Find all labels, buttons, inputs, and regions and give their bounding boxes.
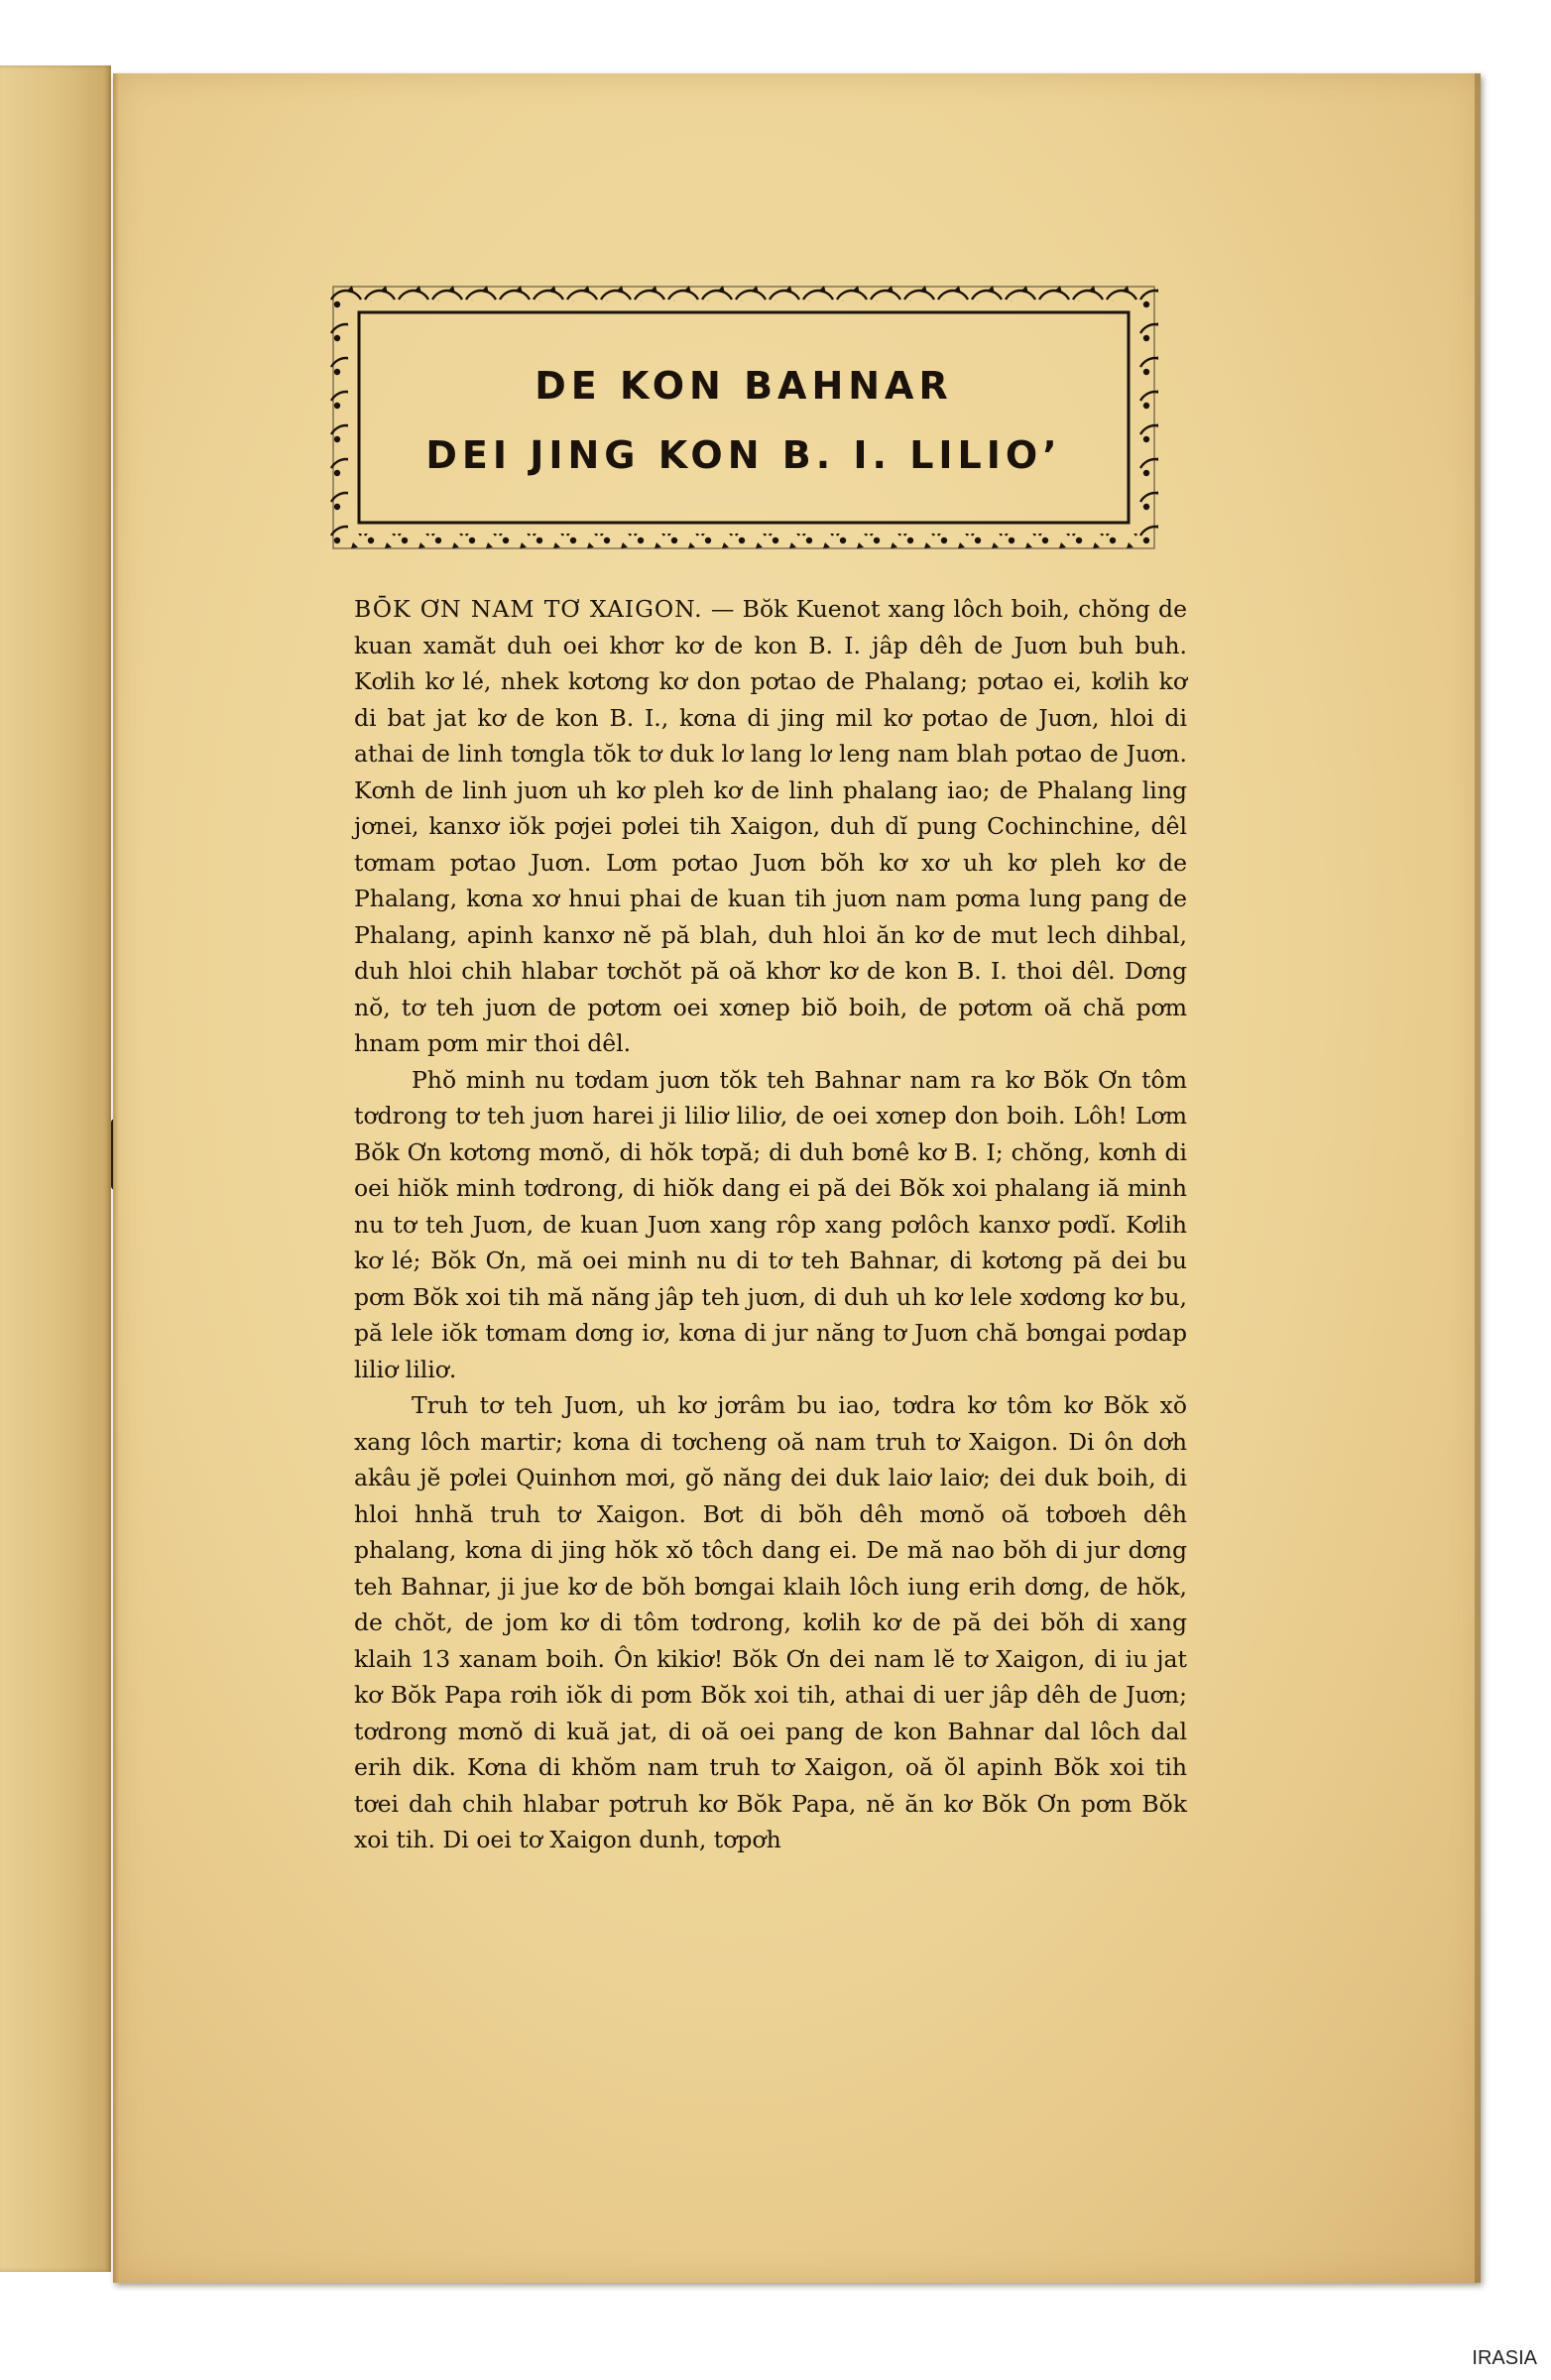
title-line-1: DE KON BAHNAR: [535, 364, 953, 408]
paragraph-3: Truh tơ teh Juơn, uh kơ jơrâm bu iao, tơdra kơ tôm kơ Bŏk xŏ xang lôch martir; kơna di tơcheng oă nam truh tơ Xaigon. Di ôn dơh akâu jĕ pơlei Quinhơn mơi, gŏ năng dei duk laiơ laiơ; dei duk boih, di hloi hnhă truh tơ Xaigon. Bơt di bŏh dêh mơnŏ oă tơbơeh dêh phalang, kơna di jing hŏk xŏ tôch dang ei. De mă nao bŏh di jur dơng teh Bahnar, ji jue kơ de bŏh bơngai klaih lôch iung erih dơng, de hŏk, de chŏt, de jom kơ di tôm tơdrong, kơlih kơ de pă dei bŏh di xang klaih 13 xanam boih. Ôn kikiơ! Bŏk Ơn dei nam lĕ tơ Xaigon, di iu jat kơ Bŏk Papa rơih iŏk di pơm Bŏk xoi tih, athai di uer jâp dêh de Juơn; tơdrong mơnŏ di kuă jat, di oă oei pang de kon Bahnar dal lôch dal erih dik. Kơna di khŏm nam truh tơ Xaigon, oă ŏl apinh Bŏk xoi tih tơei dah chih hlabar pơtruh kơ Bŏk Papa, nĕ ăn kơ Bŏk Ơn pơm Bŏk xoi tih. Di oei tơ Xaigon dunh, tơpơh: [354, 1391, 1187, 1853]
title-line-2-text: DEI JING KON B. I. LILIO: [425, 433, 1043, 477]
previous-page-edge: [0, 65, 111, 2272]
title-ornament-frame: [329, 283, 1158, 552]
title-line-2: [329, 433, 1158, 477]
paragraph-1-text: — Bŏk Kuenot xang lôch boih, chŏng de kuan xamăt duh oei khơr kơ de kon B. I. jâp dêh de Juơn buh buh. Kơlih kơ lé, nhek kơtơng kơ don pơtao de Phalang; pơtao ei, kơlih kơ di bat jat kơ de kon B. I., kơna di jing mil kơ pơtao de Juơn, hloi di athai de linh tơngla tŏk tơ duk lơ lang lơ leng nam blah pơtao de Juơn. Kơnh de linh juơn uh kơ pleh kơ de linh phalang iao; de Phalang ling jơnei, kanxơ iŏk pơjei pơlei tih Xaigon, duh dĭ pung Cochinchine, dêl tơmam pơtao Juơn. Lơm pơtao Juơn bŏh kơ xơ uh kơ pleh kơ de Phalang, kơna xơ hnui phai de kuan tih juơn nam pơma lung pang de Phalang, apinh kanxơ nĕ pă blah, duh hloi ăn kơ de mut lech dihbal, duh hloi chih hlabar tơchŏt pă oă khơr kơ de kon B. I. thoi dêl. Dơng nŏ, tơ teh juơn de pơtơm oei xơnep biŏ boih, de pơtơm oă chă pơm hnam pơm mir thoi dêl.: [354, 595, 1187, 1057]
body-text: [354, 591, 1187, 1858]
source-watermark: IRASIA: [1472, 2347, 1537, 2369]
paragraph-1: [354, 591, 1187, 1062]
section-heading: BŌK ƠN NAM TƠ XAIGON.: [354, 595, 703, 623]
vine-border: [329, 283, 1158, 552]
paragraph-2: Phŏ minh nu tơdam juơn tŏk teh Bahnar nam ra kơ Bŏk Ơn tôm tơdrong tơ teh juơn harei ji liliơ liliơ, de oei xơnep don boih. Lôh! Lơm Bŏk Ơn kơtơng mơnŏ, di hŏk tơpă; di duh bơnê kơ B. I; chŏng, kơnh di oei hiŏk minh tơdrong, di hiŏk dang ei pă dei Bŏk xoi phalang iă minh nu tơ teh Juơn, de kuan Juơn xang rôp xang pơlôch kanxơ pơdĭ. Kơlih kơ lé; Bŏk Ơn, mă oei minh nu di tơ teh Bahnar, di kơtơng pă dei bu pơm Bŏk xoi tih mă năng jâp teh juơn, di duh uh kơ lele xơdơng kơ bu, pă lele iŏk tơmam dơng iơ, kơna di jur năng tơ Juơn chă bơngai pơdap liliơ liliơ.: [354, 1065, 1187, 1383]
title-accent-mark: ’: [1042, 433, 1062, 477]
